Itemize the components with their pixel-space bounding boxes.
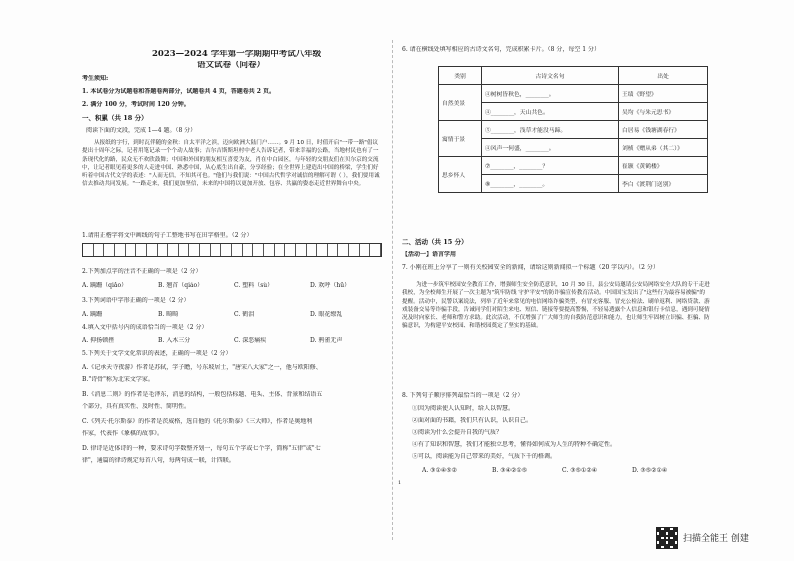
source-cell: 刘桢《赠从弟（其二）》 bbox=[619, 139, 708, 157]
column-header: 类别 bbox=[439, 67, 482, 85]
exam-title: 2023—2024 学年第一学期期中考试八年级 bbox=[152, 50, 322, 58]
option-d: D. ③⑤②①④ bbox=[632, 467, 668, 474]
scanner-watermark: 扫描全能王 创建 bbox=[683, 534, 749, 544]
poem-line-cell[interactable]: ⑧________，________。 bbox=[482, 175, 619, 193]
option-d: D. 欢呼（hū） bbox=[310, 282, 351, 289]
section-heading: 一、积累（共 18 分） bbox=[82, 114, 148, 122]
option-d: D. 眼花缭乱 bbox=[310, 311, 343, 318]
question-7: 7. 小刚在班上分享了一则有关校园安全的新闻，请给这则新闻拟一个标题（20 字以内）。（2 分） bbox=[402, 264, 659, 271]
source-cell: 白居易《钱塘湖春行》 bbox=[619, 121, 708, 139]
source-cell: 吴均《与朱元思书》 bbox=[619, 103, 708, 121]
question-2: 2.下列加点字的注音不正确的一项是（2 分） bbox=[82, 268, 202, 275]
option-a: A. 蹒跚（qiǎo） bbox=[82, 282, 128, 289]
option-c: C.《列夫·托尔斯泰》的作者是茨威格，选自他的《托尔斯泰》《三大师》，作者是奥地利 bbox=[82, 418, 313, 425]
option-d-cont: 律"，通篇的律诗规定每首八句，每两句成一联，计四联。 bbox=[82, 457, 235, 464]
option-c: C. 塑料（sù） bbox=[234, 282, 274, 289]
option-c: C. 深恶痛疾 bbox=[234, 337, 267, 344]
sentence-item: ②面对面的书籍，我们只有认识，认识自己。 bbox=[412, 417, 533, 424]
option-a: A. 抑扬顿挫 bbox=[82, 337, 115, 344]
sentence-item: ⑤可以，阅读能为自己带来的美好，气质下千的格调。 bbox=[412, 453, 557, 460]
poem-line-cell[interactable]: ④________，天山共色。 bbox=[482, 103, 619, 121]
news-passage: 为进一步筑牢校园安全教育工作，增强师生安全防范意识，10 月 30 日，县公安局邀请公安局网络安全大队的专干走进我校，为全校师生开展了一次主题为"筑牢防线 守护平安"的防诈骗宣传教育活动。中国国宝发出了"这些行为最容易被骗"的提醒。活动中，民警以案说法，列举了近年来常见的电信网络诈骗类型，有冒充客服、冒充公检法、刷单返利、网络贷款、游戏装备交易等诈骗手段，告诫同学们对陌生来电、短信、链接等要提高警惕，不轻易透露个人信息和银行卡信息，遇到可疑情况及时向家长、老师和警方求助。此次活动，不仅增强了广大师生的自我防范意识和能力，也让师生牢固树立识骗、拒骗、防骗意识，为构建平安校园、和谐校园奠定了坚实的基础。 bbox=[402, 282, 710, 330]
table-row bbox=[439, 85, 708, 103]
question-6: 6. 请在横线处填写相应的古诗文名句，完成积累卡片。（8 分，每空 1 分） bbox=[402, 46, 600, 53]
option-c-cont: 作家，代表作《象棋的故事》。 bbox=[82, 430, 164, 437]
instruction: 阅读下面的文段，完成 1—4 题。（8 分） bbox=[86, 127, 197, 134]
source-cell: 李白《渡荆门送别》 bbox=[619, 175, 708, 193]
poem-line-cell[interactable]: ④风声一何盛，________。 bbox=[482, 139, 619, 157]
notice-item: 1. 本试卷分为试题卷和答题卷两部分，试题卷共 4 页，答题卷共 2 页。 bbox=[82, 88, 276, 95]
table-row bbox=[439, 121, 708, 139]
option-c: C. ③⑤①②④ bbox=[562, 467, 598, 474]
option-a: A. 蹒跚 bbox=[82, 311, 103, 318]
column-header: 古诗文名句 bbox=[482, 67, 619, 85]
activity-heading: 【活动一】语言学用 bbox=[402, 251, 457, 258]
category-cell: 自然美景 bbox=[439, 85, 482, 121]
section-heading: 二、活动（共 15 分） bbox=[402, 238, 468, 246]
column-header: 出处 bbox=[619, 67, 708, 85]
poem-line-cell[interactable]: ⑦________，________？ bbox=[482, 157, 619, 175]
question-3: 3.下列词语中字形正确的一项是（2 分） bbox=[82, 297, 190, 304]
source-cell: 王绩《野望》 bbox=[619, 85, 708, 103]
category-cell: 思乡怀人 bbox=[439, 157, 482, 193]
category-cell: 寓情于景 bbox=[439, 121, 482, 157]
exam-subtitle: 语文试卷（问卷） bbox=[197, 61, 266, 69]
notice-item: 2. 满分 100 分，考试时间 120 分钟。 bbox=[82, 101, 190, 108]
option-a-cont: B."诗骨"称为北宋文学家。 bbox=[82, 376, 154, 383]
option-a: A.《记承天寺夜游》作者是苏轼，字子瞻，号东坡居士，"唐宋八大家"之一，他与欧阳修、 bbox=[82, 364, 322, 371]
option-b: B. 畸畸 bbox=[158, 311, 179, 318]
poetry-table bbox=[438, 66, 708, 193]
sentence-item: ④有了知识和智慧，我们才能独立思考，懂得如何成为人生的特种不确定性。 bbox=[412, 441, 617, 448]
option-d: D. 律诗是近体诗的一种，要求诗句字数整齐划一，每句五个字或七个字，简称"五律"或"七 bbox=[82, 445, 321, 452]
question-8: 8. 下列句子顺序排列最恰当的一项是（2 分） bbox=[402, 392, 524, 399]
table-header-row bbox=[439, 67, 708, 85]
qr-code-icon bbox=[656, 527, 678, 549]
writing-grid[interactable] bbox=[82, 243, 382, 257]
poem-line-cell[interactable]: ⑤________，浅草才能没马蹄。 bbox=[482, 121, 619, 139]
page-number: 1 bbox=[398, 480, 402, 486]
option-c: C. 鹤泪 bbox=[234, 311, 255, 318]
table-row bbox=[439, 157, 708, 175]
source-cell: 崔颢《黄鹤楼》 bbox=[619, 157, 708, 175]
question-4: 4.填入文中括号内的成语恰当的一项是（2 分） bbox=[82, 324, 208, 331]
option-b: B. ③④②①⑤ bbox=[492, 467, 528, 474]
sentence-item: ③阅读为什么会提升自我的气质？ bbox=[412, 429, 503, 436]
option-b: B. 入木三分 bbox=[158, 337, 191, 344]
option-b-cont: 个部分，具有真实性、及时性、简明性。 bbox=[82, 403, 191, 410]
option-b: B.《消息二则》的作者是毛泽东，消息的结构，一般包括标题、电头、主体、背景和结语五 bbox=[82, 391, 323, 398]
question-1: 1.请用正楷字将文中画线的句子工整地书写在田字格里。（2 分） bbox=[82, 232, 253, 239]
question-5: 5.下列关于文学文化常识的表述，正确的一项是（2 分） bbox=[82, 350, 232, 357]
option-d: D. 鸦雀无声 bbox=[310, 337, 343, 344]
poem-line-cell[interactable]: ④树树皆秋色，________。 bbox=[482, 85, 619, 103]
sentence-item: ①因为阅读使人认知时，给人以智慧。 bbox=[412, 405, 515, 412]
option-a: A. ③①④⑤② bbox=[422, 467, 458, 474]
option-b: B. 翘首（qiáo） bbox=[158, 282, 204, 289]
reading-passage: 从报纸的字行，到时瓦伴随的金秋：自太平洋之滨，迈向欧洲大陆门户……。9 月 10 日，时值开启"一带一路"倡议提出十周年之际，记者用笔记录一个个动人故事；吉尔吉斯斯坦村中老人告诉记者，带来幸福的公路，当地村民也有了一条现代化的路，民众无不欢欣鼓舞；中国和外国的朋友相互喜爱为友，肖在中白园区，与年轻的交朋友们在贝尔京的交流中，让记者眼见着更多的人走进中国、熟悉中国，从心底生出自豪，分享经验；在全世界上建造出中国的桥梁，学生们好听着中国古代文学的表述："人而无信，不知其可也。"他们与我们说："中国古代哲学对诚信的理解可谓（ ），我们要用诚信去推动共同发展。"一路走来，我们更加坚信，未来的中国将以更加开放、包容、共赢的姿态走近世界舞台中央。 bbox=[82, 140, 380, 188]
column-divider bbox=[392, 40, 393, 540]
notice-heading: 考生须知: bbox=[82, 75, 109, 82]
